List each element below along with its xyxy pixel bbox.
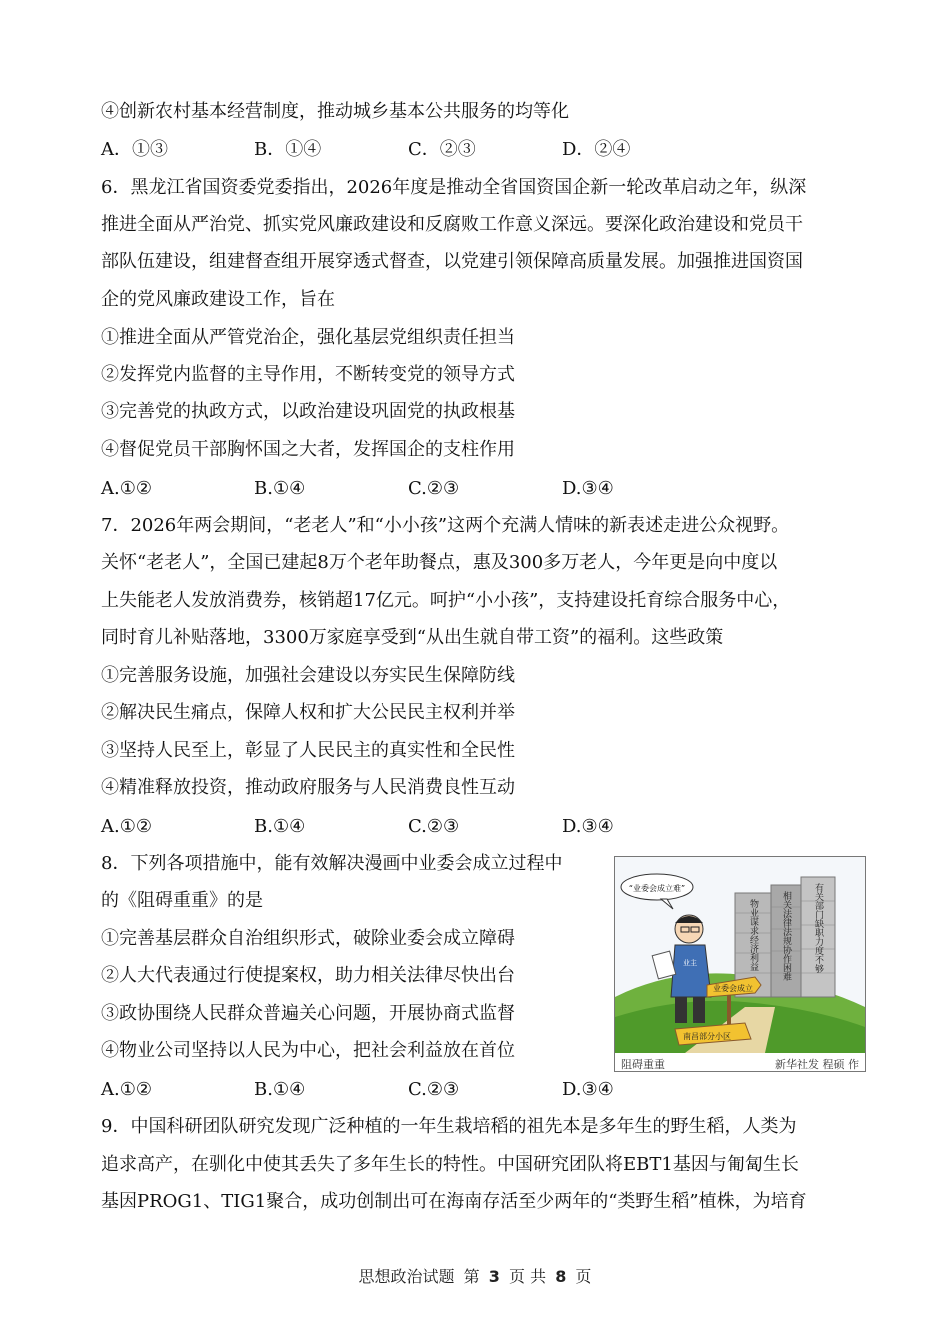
q6-stem-line: 企的党风廉政建设工作，旨在: [101, 289, 335, 310]
page-footer: [0, 1264, 950, 1287]
q8-option-d: D.③④: [562, 1079, 614, 1100]
q8-item: ③政协围绕人民群众普遍关心问题，开展协商式监督: [101, 1003, 515, 1024]
q8-option-a: A.①②: [101, 1079, 152, 1100]
q7-stem-line: 上失能老人发放消费券，核销超17亿元。呵护“小小孩”，支持建设托育综合服务中心，: [101, 590, 791, 611]
wall-3-text: 有关部门缺职力度不够: [813, 883, 823, 973]
q5-option-d: D．②④: [562, 139, 631, 160]
footer-page-total: 8: [555, 1267, 567, 1286]
q9-stem-line: 基因PROG1、TIG1聚合，成功创制出可在海南存活至少两年的“类野生稻”植株，为培育: [101, 1191, 807, 1212]
q7-option-d: D.③④: [562, 816, 614, 837]
q7-option-c: C.②③: [408, 816, 460, 837]
q6-option-c: C.②③: [408, 478, 460, 499]
q6-item: ②发挥党内监督的主导作用，不断转变党的领导方式: [101, 364, 515, 385]
q7-item: ①完善服务设施，加强社会建设以夯实民生保障防线: [101, 665, 515, 686]
person-label: 业主: [683, 959, 697, 967]
q7-item: ④精准释放投资，推动政府服务与人民消费良性互动: [101, 777, 515, 798]
q6-stem-line: 部队伍建设，组建督查组开展穿透式督查，以党建引领保障高质量发展。加强推进国资国: [101, 251, 803, 272]
q8-item: ②人大代表通过行使提案权，助力相关法律尽快出台: [101, 965, 515, 986]
q6-option-d: D.③④: [562, 478, 614, 499]
q6-option-b: B.①④: [254, 478, 306, 499]
q8-option-c: C.②③: [408, 1079, 460, 1100]
q9-stem-line: 追求高产，在驯化中使其丢失了多年生长的特性。中国研究团队将EBT1基因与匍匐生长: [101, 1154, 799, 1175]
q9-stem-line: 9．中国科研团队研究发现广泛种植的一年生栽培稻的祖先本是多年生的野生稻，人类为: [101, 1116, 797, 1137]
q7-item: ②解决民生痛点，保障人权和扩大公民民主权利并举: [101, 702, 515, 723]
q8-item: ①完善基层群众自治组织形式，破除业委会成立障碍: [101, 928, 515, 949]
q6-item: ④督促党员干部胸怀国之大者，发挥国企的支柱作用: [101, 439, 515, 460]
person-body: [671, 945, 711, 997]
q7-item: ③坚持人民至上，彰显了人民民主的真实性和全民性: [101, 740, 515, 761]
q7-stem-line: 同时育儿补贴落地，3300万家庭享受到“从出生就自带工资”的福利。这些政策: [101, 627, 724, 648]
q6-stem-line: 6．黑龙江省国资委党委指出，2026年度是推动全省国资国企新一轮改革启动之年，纵深: [101, 177, 807, 198]
q5-last-option: ④创新农村基本经营制度，推动城乡基本公共服务的均等化: [101, 101, 569, 122]
footer-page-number: 3: [488, 1267, 500, 1286]
q5-option-c: C．②③: [408, 139, 476, 160]
wall-1-text: 物业谋求经济利益: [748, 899, 758, 971]
q6-option-a: A.①②: [101, 478, 152, 499]
footer-subject: 思想政治试题: [358, 1267, 455, 1286]
cartoon-caption-credit: 新华社发 程硕 作: [775, 1058, 859, 1071]
footer-page-post: 页: [575, 1267, 592, 1286]
q6-item: ①推进全面从严管党治企，强化基层党组织责任担当: [101, 327, 515, 348]
q5-option-a: A．①③: [101, 139, 168, 160]
footer-page-mid: 页 共: [509, 1267, 547, 1286]
cartoon-illustration: [615, 857, 865, 1053]
footer-page-pre: 第: [463, 1267, 480, 1286]
q8-item: ④物业公司坚持以人民为中心，把社会利益放在首位: [101, 1040, 515, 1061]
speech-text: “业委会成立难”: [628, 884, 686, 893]
cartoon-figure: [614, 856, 866, 1072]
cartoon-caption-title: 阻碍重重: [621, 1058, 665, 1071]
q5-option-b: B．①④: [254, 139, 322, 160]
q6-item: ③完善党的执政方式，以政治建设巩固党的执政根基: [101, 401, 515, 422]
q8-option-b: B.①④: [254, 1079, 306, 1100]
q7-stem-line: 关怀“老老人”，全国已建起8万个老年助餐点，惠及300多万老人，今年更是向中度以: [101, 552, 778, 573]
q7-option-a: A.①②: [101, 816, 152, 837]
q8-stem-line: 8．下列各项措施中，能有效解决漫画中业委会成立过程中: [101, 853, 563, 874]
q6-stem-line: 推进全面从严治党、抓实党风廉政建设和反腐败工作意义深远。要深化政治建设和党员干: [101, 214, 803, 235]
ground-text: 南昌部分小区: [683, 1032, 731, 1041]
q7-option-b: B.①④: [254, 816, 306, 837]
q8-stem-line: 的《阻碍重重》的是: [101, 890, 263, 911]
sign-text: 业委会成立: [713, 984, 753, 993]
wall-2-text: 相关法律法规协作困难: [781, 891, 791, 981]
q7-stem-line: 7．2026年两会期间，“老老人”和“小小孩”这两个充满人情味的新表述走进公众视野。: [101, 515, 790, 536]
